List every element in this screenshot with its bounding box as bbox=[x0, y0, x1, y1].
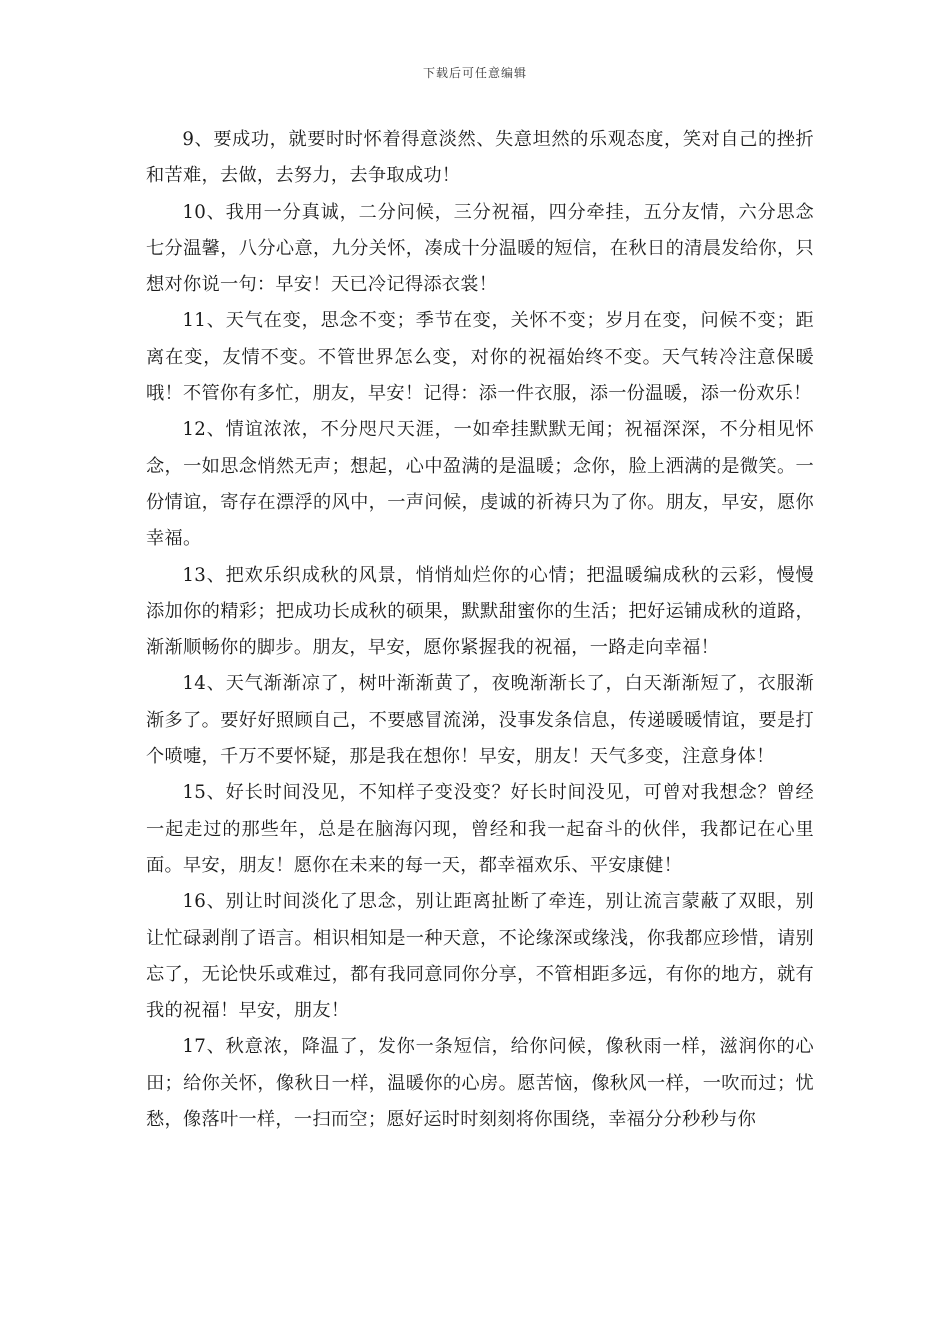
page-header-note: 下载后可任意编辑 bbox=[422, 66, 527, 80]
paragraph-12: 12、情谊浓浓，不分咫尺天涯，一如牵挂默默无闻；祝福深深，不分相见怀念，一如思念悄然无声；想起，心中盈满的是温暖；念你，脸上洒满的是微笑。一份情谊，寄存在漂浮的风中，一声问候，虔诚的祈祷只为了你。朋友，早安，愿你幸福。 bbox=[146, 419, 814, 550]
paragraph-14: 14、天气渐渐凉了，树叶渐渐黄了，夜晚渐渐长了，白天渐渐短了，衣服渐渐多了。要好好照顾自己，不要感冒流涕，没事发条信息，传递暖暖情谊，要是打个喷嚏，千万不要怀疑，那是我在想你！早安，朋友！天气多变，注意身体！ bbox=[146, 673, 814, 768]
paragraph-17: 17、秋意浓，降温了，发你一条短信，给你问候，像秋雨一样，滋润你的心田；给你关怀，像秋日一样，温暖你的心房。愿苦恼，像秋风一样，一吹而过；忧愁，像落叶一样，一扫而空；愿好运时时刻刻将你围绕，幸福分分秒秒与你 bbox=[146, 1036, 814, 1131]
paragraph-9: 9、要成功，就要时时怀着得意淡然、失意坦然的乐观态度，笑对自己的挫折和苦难，去做，去努力，去争取成功！ bbox=[146, 129, 814, 187]
paragraph-10: 10、我用一分真诚，二分问候，三分祝福，四分牵挂，五分友情，六分思念七分温馨，八分心意，九分关怀，凑成十分温暖的短信，在秋日的清晨发给你，只想对你说一句：早安！天已冷记得添衣裳！ bbox=[146, 201, 814, 296]
document-body bbox=[146, 122, 814, 1138]
paragraph-15: 15、好长时间没见，不知样子变没变？好长时间没见，可曾对我想念？曾经一起走过的那些年，总是在脑海闪现，曾经和我一起奋斗的伙伴，我都记在心里面。早安，朋友！愿你在未来的每一天，都幸福欢乐、平安康健！ bbox=[146, 782, 814, 876]
paragraph-11: 11、天气在变，思念不变；季节在变，关怀不变；岁月在变，问候不变；距离在变，友情不变。不管世界怎么变，对你的祝福始终不变。天气转冷注意保暖哦！不管你有多忙，朋友，早安！记得：添一件衣服，添一份温暖，添一份欢乐！ bbox=[146, 310, 814, 405]
paragraph-16: 16、别让时间淡化了思念，别让距离扯断了牵连，别让流言蒙蔽了双眼，别让忙碌剥削了语言。相识相知是一种天意，不论缘深或缘浅，你我都应珍惜，请别忘了，无论快乐或难过，都有我同意同你分享，不管相距多远，有你的地方，就有我的祝福！早安，朋友！ bbox=[146, 891, 814, 1022]
paragraph-13: 13、把欢乐织成秋的风景，悄悄灿烂你的心情；把温暖编成秋的云彩，慢慢添加你的精彩；把成功长成秋的硕果，默默甜蜜你的生活；把好运铺成秋的道路，渐渐顺畅你的脚步。朋友，早安，愿你紧握我的祝福，一路走向幸福！ bbox=[146, 564, 814, 659]
